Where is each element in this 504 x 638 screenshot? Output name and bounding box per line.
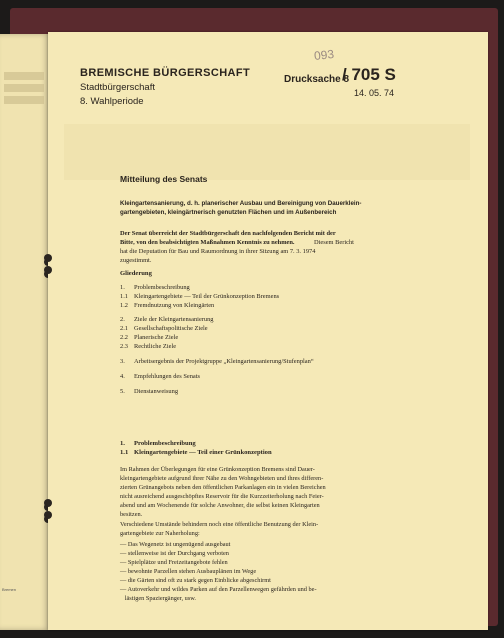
- body-line: nicht ausreichend ausgeschöpftes Reservoir für die Kurzzeiterholung nach Feier-: [120, 493, 324, 500]
- bullet-line: — Spielplätze und Freizeitangebote fehlen: [120, 559, 228, 566]
- toc-number: 2.3: [120, 343, 128, 350]
- bullet-line: — bewohnte Parzellen stehen Ausbauplänen im Wege: [120, 568, 257, 575]
- body-line: abend und am Wochenende für solche Anwohner, die selbst keinen Kleingarten: [120, 502, 320, 509]
- toc-entry: Empfehlungen des Senats: [134, 373, 201, 380]
- toc-number: 5.: [120, 388, 125, 395]
- body-line: gartengebiete zur Naherholung:: [120, 530, 200, 537]
- document-page: [48, 32, 488, 630]
- left-page-footer: Bremen: [2, 587, 17, 592]
- intro-line-tail: Diesem Bericht: [314, 239, 354, 246]
- subject-line: gartengebieten, kleingärtnerisch genutzten Flächen und im Außenbereich: [120, 209, 337, 216]
- toc-number: 2.2: [120, 334, 128, 341]
- bullet-line: lästigen Spaziergänger, usw.: [120, 595, 196, 602]
- subject-line: Kleingartensanierung, d. h. planerischer Ausbau und Bereinigung von Dauerklein-: [120, 200, 362, 207]
- punch-hole: [44, 254, 52, 262]
- body-line: kleingartengebiete aufgrund ihrer Nähe zu den Wohngebieten und ihres differen-: [120, 475, 324, 482]
- section-number: 1.: [120, 440, 125, 447]
- intro-line: Der Senat überreicht der Stadtbürgerschaft den nachfolgenden Bericht mit der: [120, 230, 336, 237]
- pencil-note: 093: [313, 46, 335, 64]
- toc-number: 1.: [120, 284, 125, 291]
- punch-hole: [44, 266, 52, 274]
- toc-entry: Rechtliche Ziele: [134, 343, 177, 350]
- left-page-edge: [0, 34, 50, 630]
- body-line: besitzen.: [120, 511, 143, 518]
- toc-number: 3.: [120, 358, 125, 365]
- drucksache-number: / 705 S: [342, 65, 396, 84]
- toc-number: 1.2: [120, 302, 128, 309]
- org-name: BREMISCHE BÜRGERSCHAFT: [80, 67, 251, 79]
- punch-hole: [44, 511, 52, 519]
- toc-entry: Dienstanweisung: [134, 388, 179, 395]
- toc-number: 4.: [120, 373, 125, 380]
- punch-hole: [44, 499, 52, 507]
- legislative-period: 8. Wahlperiode: [80, 96, 144, 107]
- body-line: Im Rahmen der Überlegungen für eine Grünkonzeption Bremens sind Dauer-: [120, 466, 315, 473]
- left-page-text-fragment: [4, 72, 44, 80]
- bullet-line: — stellenweise ist der Durchgang verboten: [120, 550, 229, 557]
- toc-entry: Planerische Ziele: [134, 334, 179, 341]
- toc-entry: Ziele der Kleingartensanierung: [134, 316, 214, 323]
- subsection-number: 1.1: [120, 449, 129, 456]
- document-title: Mitteilung des Senats: [120, 174, 208, 184]
- toc-entry: Problembeschreibung: [134, 284, 190, 291]
- toc-number: 2.1: [120, 325, 128, 332]
- toc-entry: Kleingartengebiete — Teil der Grünkonzeption Bremens: [134, 293, 280, 300]
- toc-entry: Gesellschaftspolitische Ziele: [134, 325, 208, 332]
- toc-entry: Fremdnutzung von Kleingärten: [134, 302, 215, 309]
- section-heading: Problembeschreibung: [134, 440, 196, 447]
- toc-number: 1.1: [120, 293, 128, 300]
- left-page-text-fragment: [4, 96, 44, 104]
- body-line: zierten Grünangebots neben den öffentlichen Parkanlagen ein in vielen Bereichen: [120, 484, 326, 491]
- intro-line: zugestimmt.: [120, 257, 152, 264]
- org-chamber: Stadtbürgerschaft: [80, 82, 155, 93]
- bullet-line: — Das Wegenetz ist ungenügend ausgebaut: [120, 541, 231, 548]
- intro-line: Bitte, von den beabsichtigten Maßnahmen Kenntnis zu nehmen.: [120, 239, 295, 246]
- toc-number: 2.: [120, 316, 125, 323]
- intro-line: hat die Deputation für Bau und Raumordnung in ihrer Sitzung am 7. 3. 1974: [120, 248, 316, 255]
- faint-bleed-through: [64, 124, 470, 180]
- body-line: Verschiedene Umstände behindern noch eine öffentliche Benutzung der Klein-: [120, 521, 319, 528]
- toc-entry: Arbeitsergebnis der Projektgruppe „Kleingartensanierung/Stufenplan“: [134, 358, 314, 365]
- subsection-heading: Kleingartengebiete — Teil einer Grünkonzeption: [134, 449, 272, 456]
- toc-heading: Gliederung: [120, 270, 152, 277]
- document-date: 14. 05. 74: [354, 88, 395, 98]
- bullet-line: — Autoverkehr und wildes Parken auf den Parzellenwegen gefährden und be-: [120, 586, 317, 593]
- bullet-line: — die Gärten sind oft zu stark gegen Einblicke abgeschirmt: [120, 577, 271, 584]
- left-page-text-fragment: [4, 84, 44, 92]
- drucksache-label: Drucksache 8: [284, 74, 350, 85]
